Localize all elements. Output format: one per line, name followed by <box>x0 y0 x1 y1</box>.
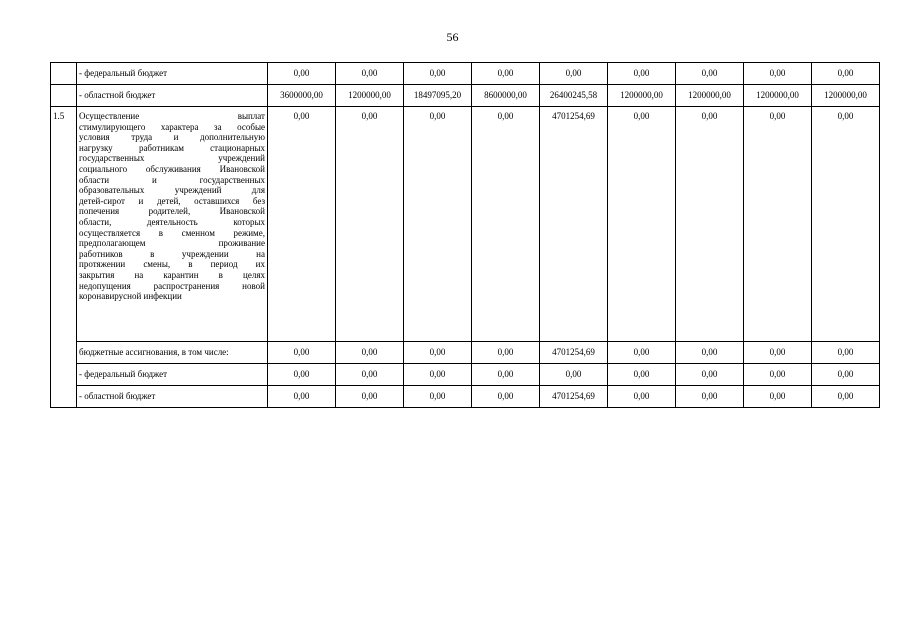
value-cell: 0,00 <box>608 63 676 85</box>
description-line: Осуществление выплат <box>79 111 265 121</box>
table-row <box>51 85 880 107</box>
value-cell: 0,00 <box>336 63 404 85</box>
value-cell: 1200000,00 <box>744 85 812 107</box>
description-line: протяжении смены, в период их <box>79 259 265 270</box>
value-cell: 0,00 <box>744 386 812 408</box>
value-cell: 1200000,00 <box>812 85 880 107</box>
value-cell: 0,00 <box>268 107 336 342</box>
row-label: бюджетные ассигнования, в том числе: <box>77 342 268 364</box>
value-cell: 0,00 <box>268 364 336 386</box>
description-line: стимулирующего характера за особые <box>79 121 265 132</box>
value-cell: 0,00 <box>540 63 608 85</box>
value-cell: 0,00 <box>472 342 540 364</box>
description-line: области, деятельность которых <box>79 216 265 227</box>
value-cell: 0,00 <box>812 342 880 364</box>
row-label: - федеральный бюджет <box>77 364 268 386</box>
value-cell: 4701254,69 <box>540 386 608 408</box>
row-label: - областной бюджет <box>77 386 268 408</box>
value-cell: 0,00 <box>336 107 404 342</box>
value-cell: 4701254,69 <box>540 107 608 342</box>
description-line: детей-сирот и детей, оставшихся без <box>79 195 265 206</box>
value-cell: 1200000,00 <box>336 85 404 107</box>
value-cell: 0,00 <box>744 107 812 342</box>
value-cell: 0,00 <box>676 107 744 342</box>
table-row <box>51 364 880 386</box>
value-cell: 0,00 <box>812 107 880 342</box>
table-row <box>51 63 880 85</box>
value-cell: 1200000,00 <box>676 85 744 107</box>
description-lines <box>79 111 265 302</box>
value-cell: 4701254,69 <box>540 342 608 364</box>
item-description <box>77 107 268 342</box>
value-cell: 0,00 <box>812 386 880 408</box>
value-cell: 26400245,58 <box>540 85 608 107</box>
value-cell: 0,00 <box>404 107 472 342</box>
value-cell: 3600000,00 <box>268 85 336 107</box>
description-line: коронавирусной инфекции <box>79 291 182 302</box>
page-number: 56 <box>446 30 459 44</box>
value-cell: 0,00 <box>676 63 744 85</box>
value-cell: 0,00 <box>472 63 540 85</box>
value-cell: 1200000,00 <box>608 85 676 107</box>
value-cell: 0,00 <box>404 364 472 386</box>
value-cell: 0,00 <box>744 63 812 85</box>
value-cell: 0,00 <box>608 364 676 386</box>
description-line: закрытия на карантин в целях <box>79 269 265 280</box>
description-line: области и государственных <box>79 174 265 185</box>
value-cell: 0,00 <box>676 386 744 408</box>
value-cell: 0,00 <box>744 364 812 386</box>
table-row <box>51 342 880 364</box>
description-line: осуществляется в сменном режиме, <box>79 227 265 238</box>
value-cell: 0,00 <box>540 364 608 386</box>
value-cell: 8600000,00 <box>472 85 540 107</box>
value-cell: 0,00 <box>404 386 472 408</box>
budget-table <box>50 62 880 408</box>
description-line: условия труда и дополнительную <box>79 132 265 143</box>
description-line: государственных учреждений <box>79 153 265 164</box>
value-cell: 0,00 <box>812 364 880 386</box>
value-cell: 0,00 <box>608 342 676 364</box>
table-row <box>51 386 880 408</box>
value-cell: 0,00 <box>268 386 336 408</box>
value-cell: 0,00 <box>268 63 336 85</box>
description-line: попечения родителей, Ивановской <box>79 206 265 217</box>
value-cell: 0,00 <box>676 342 744 364</box>
value-cell: 0,00 <box>472 364 540 386</box>
row-label: - федеральный бюджет <box>77 63 268 85</box>
row-label: - областной бюджет <box>77 85 268 107</box>
value-cell: 0,00 <box>268 342 336 364</box>
description-line: социального обслуживания Ивановской <box>79 163 265 174</box>
description-line: недопущения распространения новой <box>79 280 265 291</box>
item-index: 1.5 <box>51 107 77 408</box>
value-cell: 0,00 <box>336 364 404 386</box>
description-line: работников в учреждении на <box>79 248 265 259</box>
value-cell: 0,00 <box>404 342 472 364</box>
value-cell: 0,00 <box>472 107 540 342</box>
value-cell: 0,00 <box>336 386 404 408</box>
value-cell: 0,00 <box>744 342 812 364</box>
value-cell: 0,00 <box>472 386 540 408</box>
description-line: нагрузку работникам стационарных <box>79 142 265 153</box>
value-cell: 0,00 <box>812 63 880 85</box>
description-line: предполагающем проживание <box>79 238 265 249</box>
value-cell: 0,00 <box>676 364 744 386</box>
value-cell: 0,00 <box>608 386 676 408</box>
index-cell <box>51 63 77 85</box>
value-cell: 18497095,20 <box>404 85 472 107</box>
value-cell: 0,00 <box>336 342 404 364</box>
description-line: образовательных учреждений для <box>79 185 265 196</box>
value-cell: 0,00 <box>608 107 676 342</box>
value-cell: 0,00 <box>404 63 472 85</box>
index-cell <box>51 85 77 107</box>
table-row <box>51 107 880 342</box>
